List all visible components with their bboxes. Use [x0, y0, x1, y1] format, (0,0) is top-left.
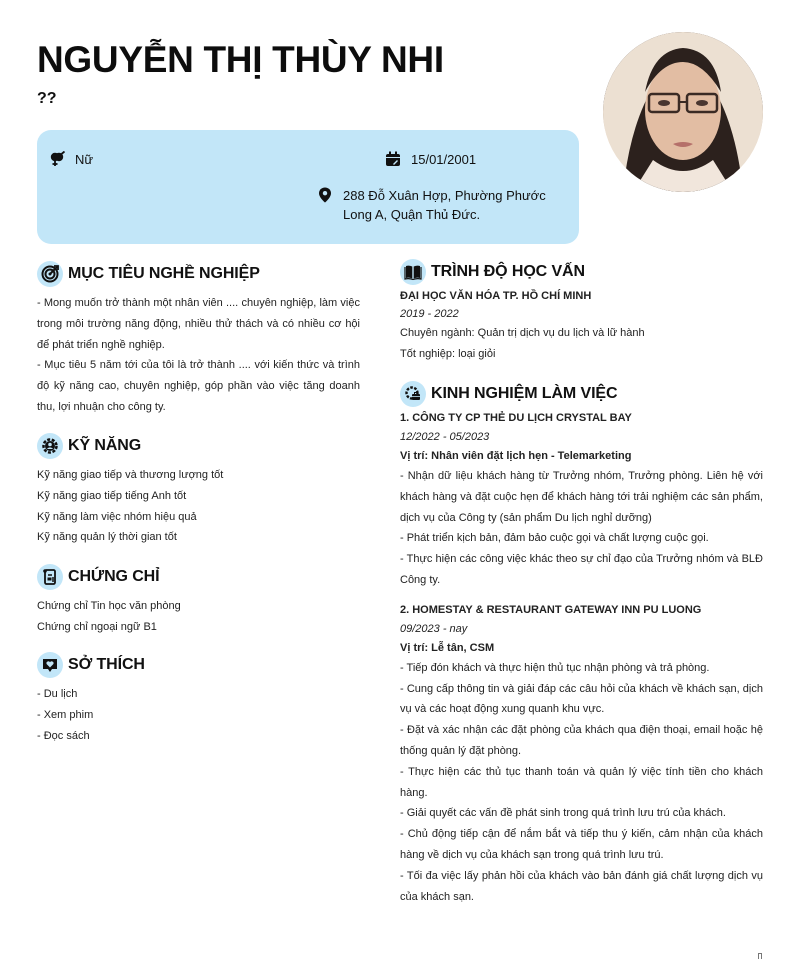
certificate-item: Chứng chỉ Tin học văn phòng [37, 600, 181, 612]
objective-paragraph: - Mong muốn trở thành một nhân viên .... chuyên nghiệp, làm việc trong môi trường năng động, nhiều thử thách và có nhiều cơ hội để phát triển nghề nghiệp. [37, 297, 360, 351]
job-period: 09/2023 - nay [400, 622, 468, 635]
address-field [317, 186, 567, 224]
gender-value: Nữ [75, 152, 94, 167]
skill-item: Kỹ năng giao tiếp và thương lượng tốt [37, 469, 224, 481]
job-position: Vị trí: Lễ tân, CSM [400, 641, 495, 654]
objective-title: MỤC TIÊU NGHỀ NGHIỆP [68, 265, 260, 282]
job-entry [400, 601, 763, 908]
skill-item: Kỹ năng giao tiếp tiếng Anh tốt [37, 489, 187, 502]
education-title: TRÌNH ĐỘ HỌC VẤN [431, 263, 585, 280]
avatar [603, 32, 763, 192]
job-company: 1. CÔNG TY CP THẺ DU LỊCH CRYSTAL BAY [400, 412, 632, 424]
objective-paragraph: - Mục tiêu 5 năm tới của tôi là trở thành .... với kiến thức và trình độ kỹ năng cao, chuyên nghiệp, góp phần vào việc tăng doanh thu, lợi nhuận cho công ty. [37, 359, 360, 413]
job-duty: - Tối đa việc lấy phản hồi của khách vào bản đánh giá chất lượng dịch vụ của khách sạn. [400, 869, 763, 903]
job-duty: - Giải quyết các vấn đề phát sinh trong quá trình lưu trú của khách. [400, 807, 726, 820]
job-duty: - Cung cấp thông tin và giải đáp các câu hỏi của khách về khách sạn, dịch vụ và các hoạt động xung quanh khu vực. [400, 682, 763, 716]
hobby-item: - Đọc sách [37, 729, 90, 742]
job-duty: - Thực hiện các thủ tục thanh toán và quản lý việc tính tiền cho khách hàng. [400, 765, 763, 799]
job-position: Vị trí: Nhân viên đặt lịch hẹn - Telemarketing [400, 450, 632, 462]
experience-title: KINH NGHIỆM LÀM VIỆC [431, 385, 618, 402]
certificates-section [37, 564, 360, 638]
job-period: 12/2022 - 05/2023 [400, 431, 490, 443]
target-icon [37, 261, 63, 287]
job-duty: - Thực hiện các công việc khác theo sự chỉ đạo của Trưởng nhóm và BLĐ Công ty. [400, 553, 763, 586]
job-duty: - Nhận dữ liệu khách hàng từ Trưởng nhóm, Trưởng phòng. Liên hệ với khách hàng và đặt cuộc hẹn để khách hàng tới trải nghiệm các sản phẩm, dịch vụ của Công ty (sản phẩm Du lịch nghỉ dưỡng) [400, 470, 763, 524]
candidate-name: NGUYỄN THỊ THÙY NHI [37, 39, 444, 80]
skill-item: Kỹ năng làm việc nhóm hiệu quả [37, 510, 197, 523]
school-name: ĐẠI HỌC VĂN HÓA TP. HỒ CHÍ MINH [400, 290, 592, 302]
certificate-item: Chứng chỉ ngoại ngữ B1 [37, 620, 157, 633]
certificates-title: CHỨNG CHỈ [68, 568, 160, 585]
dob-value: 15/01/2001 [411, 152, 477, 167]
hobbies-title: SỞ THÍCH [68, 656, 145, 673]
education-grade: Tốt nghiệp: loại giỏi [400, 347, 496, 360]
job-entry [400, 409, 763, 591]
skills-title: KỸ NĂNG [68, 437, 142, 454]
book-icon [400, 259, 426, 285]
certificate-icon [37, 564, 63, 590]
hobbies-section [37, 652, 360, 746]
education-major: Chuyên ngành: Quản trị dịch vụ du lịch và lữ hành [400, 327, 645, 339]
gear-briefcase-icon [400, 381, 426, 407]
objective-section [37, 261, 360, 418]
page-marker [758, 953, 762, 959]
heart-message-icon [37, 652, 63, 678]
gender-icon [49, 151, 65, 167]
hobby-item: - Du lịch [37, 688, 78, 700]
job-duty: - Tiếp đón khách và thực hiện thủ tục nhận phòng và trả phòng. [400, 661, 710, 674]
avatar-photo [603, 32, 763, 192]
job-duty: - Chủ động tiếp cận để nắm bắt và tiếp thu ý kiến, cảm nhận của khách hàng về dịch vụ của khách sạn trong quá trình lưu trú. [400, 828, 763, 861]
job-company: 2. HOMESTAY & RESTAURANT GATEWAY INN PU LUONG [400, 603, 702, 616]
job-duty: - Phát triển kịch bản, đảm bảo cuộc gọi và chất lượng cuộc gọi. [400, 532, 709, 545]
map-pin-icon [317, 187, 333, 203]
experience-section [400, 381, 763, 907]
dob-field [385, 150, 476, 169]
address-value: 288 Đỗ Xuân Hợp, Phường Phước Long A, Quận Thủ Đức. [343, 188, 546, 222]
hobby-item: - Xem phim [37, 708, 94, 721]
calendar-edit-icon [385, 151, 401, 167]
gear-user-icon [37, 433, 63, 459]
gender-field [49, 150, 93, 169]
job-duty: - Đặt và xác nhận các đặt phòng của khách qua điện thoại, email hoặc hệ thống quản lý đặt phòng. [400, 724, 763, 757]
skill-item: Kỹ năng quản lý thời gian tốt [37, 531, 177, 544]
education-period: 2019 - 2022 [400, 308, 459, 320]
personal-info-box [37, 130, 579, 244]
skills-section [37, 433, 360, 548]
candidate-subtitle: ?? [37, 90, 57, 107]
education-section [400, 259, 763, 365]
